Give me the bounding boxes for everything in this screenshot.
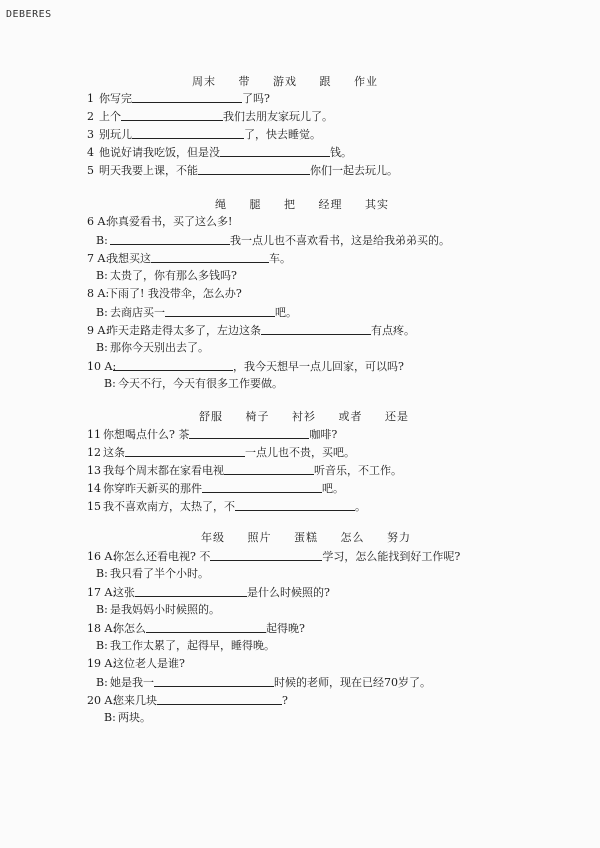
answer-blank[interactable] xyxy=(157,694,282,705)
word-bank-word: 把 xyxy=(284,198,296,211)
item-text-before: 您来几块 xyxy=(113,694,157,707)
exercise-line xyxy=(104,378,283,389)
exercise-line xyxy=(87,146,352,158)
exercise-line xyxy=(87,216,232,227)
exercise-line xyxy=(87,446,355,458)
exercise-line xyxy=(87,464,402,476)
word-bank-2 xyxy=(2,196,600,212)
answer-blank[interactable] xyxy=(110,234,230,245)
item-number: 15 xyxy=(87,500,101,513)
item-text-after: 你们一起去玩儿。 xyxy=(310,164,398,177)
item-number: B: xyxy=(96,234,108,247)
answer-blank[interactable] xyxy=(165,306,275,317)
item-number: 13 xyxy=(87,464,101,477)
answer-blank[interactable] xyxy=(224,464,314,475)
item-number: B: xyxy=(96,567,108,580)
item-text-after: 钱。 xyxy=(330,146,352,159)
item-text-before: 那你今天别出去了。 xyxy=(110,341,209,354)
word-bank-word: 衬衫 xyxy=(292,410,316,423)
exercise-line xyxy=(96,640,275,651)
exercise-line xyxy=(87,658,185,669)
item-text-after: 起得晚? xyxy=(266,622,305,635)
word-bank-word: 周末 xyxy=(192,75,216,88)
word-bank-word: 蛋糕 xyxy=(294,531,318,544)
exercise-line xyxy=(96,342,209,353)
answer-blank[interactable] xyxy=(202,482,322,493)
item-text-after: 车。 xyxy=(269,252,291,265)
item-text-before: 我每个周末都在家看电视 xyxy=(103,464,224,477)
item-number: B: xyxy=(104,377,116,390)
answer-blank[interactable] xyxy=(235,500,355,511)
item-number: 18 A: xyxy=(87,622,117,635)
exercise-line xyxy=(87,92,270,104)
item-text-before: 别玩儿 xyxy=(99,128,132,141)
item-text-before: 两块。 xyxy=(118,711,151,724)
item-number: 12 xyxy=(87,446,101,459)
exercise-line xyxy=(96,676,431,688)
item-text-after: 。 xyxy=(355,500,366,513)
item-text-before: 太贵了，你有那么多钱吗? xyxy=(110,269,237,282)
exercise-line xyxy=(96,604,220,615)
word-bank-1 xyxy=(0,73,585,89)
answer-blank[interactable] xyxy=(198,164,310,175)
word-bank-word: 带 xyxy=(238,75,251,88)
item-text-before: 你穿昨天新买的那件 xyxy=(103,482,202,495)
item-text-before: 这位老人是谁? xyxy=(113,657,185,670)
item-number: B: xyxy=(96,269,108,282)
exercise-line xyxy=(87,550,460,562)
item-number: B: xyxy=(104,711,116,724)
exercise-line xyxy=(87,482,344,494)
exercise-line xyxy=(87,164,398,176)
word-bank-word: 椅子 xyxy=(245,410,270,423)
item-text-before: 你真爱看书，买了这么多! xyxy=(107,215,233,228)
word-bank-word: 或者 xyxy=(338,410,363,423)
word-bank-word: 经理 xyxy=(318,198,343,211)
item-text-before: 你想喝点什么? 茶 xyxy=(103,428,190,441)
word-bank-word: 绳 xyxy=(215,198,227,211)
item-number: 14 xyxy=(87,482,101,495)
word-bank-word: 年级 xyxy=(201,531,225,544)
item-number: 6 A: xyxy=(87,215,110,228)
answer-blank[interactable] xyxy=(121,110,223,121)
exercise-line xyxy=(96,306,297,318)
exercise-line xyxy=(96,568,209,579)
word-bank-4 xyxy=(6,529,600,545)
item-text-before: 上个 xyxy=(99,110,121,123)
item-text-after: 我一点儿也不喜欢看书，这是给我弟弟买的。 xyxy=(230,234,450,247)
exercise-line xyxy=(87,324,415,336)
item-text-before: 昨天走路走得太多了，左边这条 xyxy=(107,324,261,337)
item-text-after: 了吗? xyxy=(242,92,270,105)
item-number: 17 A: xyxy=(87,586,117,599)
item-number: 10 A: xyxy=(87,360,117,373)
answer-blank[interactable] xyxy=(135,586,247,597)
item-number: 9 A: xyxy=(87,324,110,337)
item-text-before: 你怎么 xyxy=(113,622,146,635)
item-text-after: 吧。 xyxy=(322,482,344,495)
answer-blank[interactable] xyxy=(132,92,242,103)
word-bank-word: 还是 xyxy=(385,410,409,423)
word-bank-word: 腿 xyxy=(249,198,262,211)
answer-blank[interactable] xyxy=(210,550,322,561)
item-number: 19 A: xyxy=(87,657,117,670)
item-text-after: 学习，怎么能找到好工作呢? xyxy=(322,550,461,563)
answer-blank[interactable] xyxy=(220,146,330,157)
exercise-line xyxy=(87,500,366,512)
item-number: B: xyxy=(96,306,108,319)
item-text-before: 我不喜欢南方，太热了，不 xyxy=(103,500,235,513)
exercise-line xyxy=(87,586,330,598)
answer-blank[interactable] xyxy=(189,428,309,439)
item-text-after: 一点儿也不贵，买吧。 xyxy=(245,446,355,459)
item-text-after: 咖啡? xyxy=(309,428,338,441)
answer-blank[interactable] xyxy=(151,252,269,263)
answer-blank[interactable] xyxy=(154,676,274,687)
exercise-line xyxy=(87,428,337,440)
item-text-before: 她是我一 xyxy=(110,676,154,689)
exercise-line xyxy=(87,622,305,634)
word-bank-word: 其实 xyxy=(365,198,389,211)
word-bank-word: 作业 xyxy=(354,75,378,88)
item-text-before: 这张 xyxy=(113,586,135,599)
item-number: 5 xyxy=(87,164,94,177)
item-text-after: 时候的老师，现在已经70岁了。 xyxy=(274,676,431,689)
answer-blank[interactable] xyxy=(132,128,244,139)
exercise-line xyxy=(87,128,321,140)
item-text-after: 是什么时候照的? xyxy=(247,586,330,599)
word-bank-word: 跟 xyxy=(319,75,332,88)
item-text-after: 我们去朋友家玩儿了。 xyxy=(223,110,333,123)
item-text-after: ? xyxy=(282,694,288,707)
answer-blank[interactable] xyxy=(113,360,233,371)
exercise-line xyxy=(104,712,151,723)
item-text-after: 吧。 xyxy=(275,306,297,319)
item-number: 4 xyxy=(87,146,94,159)
exercise-line xyxy=(87,110,333,122)
item-text-after: ，我今天想早一点儿回家，可以吗? xyxy=(233,360,404,373)
item-text-before: 你写完 xyxy=(99,92,132,105)
item-number: 3 xyxy=(87,128,94,141)
item-number: B: xyxy=(96,639,108,652)
item-text-after: 了，快去睡觉。 xyxy=(244,128,321,141)
exercise-line xyxy=(96,270,237,281)
item-number: 11 xyxy=(87,428,101,441)
item-number: B: xyxy=(96,676,108,689)
word-bank-word: 游戏 xyxy=(273,75,297,88)
item-text-before: 他说好请我吃饭，但是没 xyxy=(99,146,220,159)
item-text-before: 我想买这 xyxy=(107,252,151,265)
exercise-line xyxy=(87,360,404,372)
item-number: 20 A: xyxy=(87,694,117,707)
answer-blank[interactable] xyxy=(125,446,245,457)
item-number: 2 xyxy=(87,110,94,123)
item-text-before: 今天不行，今天有很多工作要做。 xyxy=(118,377,283,390)
item-text-before: 去商店买一 xyxy=(110,306,165,319)
item-number: 1 xyxy=(87,92,94,105)
item-text-after: 听音乐，不工作。 xyxy=(314,464,402,477)
item-number: 8 A: xyxy=(87,287,110,300)
item-text-before: 是我妈妈小时候照的。 xyxy=(110,603,220,616)
item-text-before: 我只看了半个小时。 xyxy=(110,567,209,580)
item-text-before: 我工作太累了，起得早，睡得晚。 xyxy=(110,639,275,652)
word-bank-word: 怎么 xyxy=(340,531,365,544)
exercise-line xyxy=(87,288,242,299)
exercise-line xyxy=(96,234,450,246)
item-number: 16 A: xyxy=(87,550,117,563)
item-number: B: xyxy=(96,603,108,616)
item-number: 7 A: xyxy=(87,252,110,265)
item-text-before: 这条 xyxy=(103,446,125,459)
item-number: B: xyxy=(96,341,108,354)
item-text-before: 下雨了! 我没带伞，怎么办? xyxy=(107,287,242,300)
word-bank-word: 舒服 xyxy=(199,410,223,423)
answer-blank[interactable] xyxy=(261,324,371,335)
word-bank-word: 照片 xyxy=(247,531,272,544)
exercise-line xyxy=(87,252,291,264)
item-text-before: 你怎么还看电视? 不 xyxy=(113,550,211,563)
word-bank-3 xyxy=(4,408,600,424)
answer-blank[interactable] xyxy=(146,622,266,633)
item-text-after: 有点疼。 xyxy=(371,324,415,337)
exercise-line xyxy=(87,694,288,706)
item-text-before: 明天我要上课，不能 xyxy=(99,164,198,177)
word-bank-word: 努力 xyxy=(387,531,411,544)
corner-label: DEBERES xyxy=(6,9,52,20)
